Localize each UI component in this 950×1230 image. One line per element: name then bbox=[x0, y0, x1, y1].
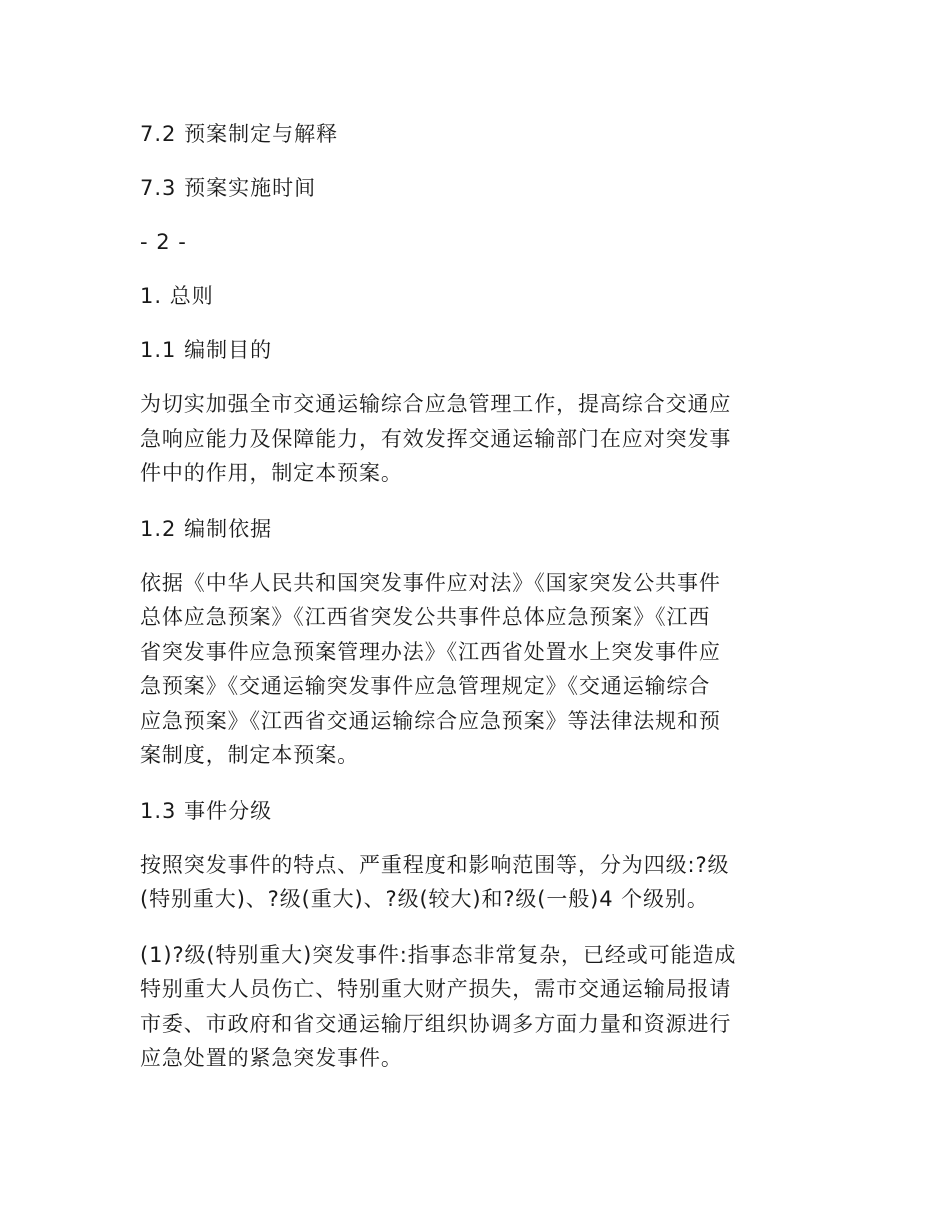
section-title-general: 1. 总则 bbox=[140, 284, 214, 308]
paragraph-line: 应急处置的紧急突发事件。 bbox=[140, 1046, 403, 1070]
paragraph-line: (1)?级(特别重大)突发事件:指事态非常复杂，已经或可能造成 bbox=[140, 942, 737, 967]
paragraph-line: 应急预案》《江西省交通运输综合应急预案》等法律法规和预 bbox=[140, 708, 721, 733]
section-title-classification: 1.3 事件分级 bbox=[140, 798, 273, 823]
paragraph-line: 件中的作用，制定本预案。 bbox=[140, 461, 403, 485]
paragraph-line: 市委、市政府和省交通运输厅组织协调多方面力量和资源进行 bbox=[140, 1011, 732, 1036]
paragraph-classification bbox=[140, 848, 820, 917]
paragraph-line: 为切实加强全市交通运输综合应急管理工作，提高综合交通应 bbox=[140, 392, 732, 416]
section-title-purpose: 1.1 编制目的 bbox=[140, 338, 273, 362]
paragraph-basis bbox=[140, 566, 820, 773]
paragraph-purpose bbox=[140, 387, 820, 491]
page-number: - 2 - bbox=[140, 230, 187, 254]
paragraph-line: 急预案》《交通运输突发事件应急管理规定》《交通运输综合 bbox=[140, 674, 711, 698]
paragraph-line: 特别重大人员伤亡、特别重大财产损失，需市交通运输局报请 bbox=[140, 977, 732, 1001]
paragraph-line: 省突发事件应急预案管理办法》《江西省处置水上突发事件应 bbox=[140, 639, 721, 664]
paragraph-line: 依据《中华人民共和国突发事件应对法》《国家突发公共事件 bbox=[140, 570, 721, 595]
paragraph-line: 急响应能力及保障能力，有效发挥交通运输部门在应对突发事 bbox=[140, 426, 732, 451]
paragraph-line: 总体应急预案》《江西省突发公共事件总体应急预案》《江西 bbox=[140, 605, 711, 629]
paragraph-line: 案制度，制定本预案。 bbox=[140, 743, 359, 767]
section-title-basis: 1.2 编制依据 bbox=[140, 516, 273, 541]
paragraph-level-1 bbox=[140, 938, 820, 1076]
toc-entry-7-2: 7.2 预案制定与解释 bbox=[140, 122, 339, 146]
paragraph-line: 按照突发事件的特点、严重程度和影响范围等，分为四级:?级 bbox=[140, 852, 730, 877]
toc-entry-7-3: 7.3 预案实施时间 bbox=[140, 176, 317, 200]
paragraph-line: (特别重大)、?级(重大)、?级(较大)和?级(一般)4 个级别。 bbox=[140, 887, 709, 911]
